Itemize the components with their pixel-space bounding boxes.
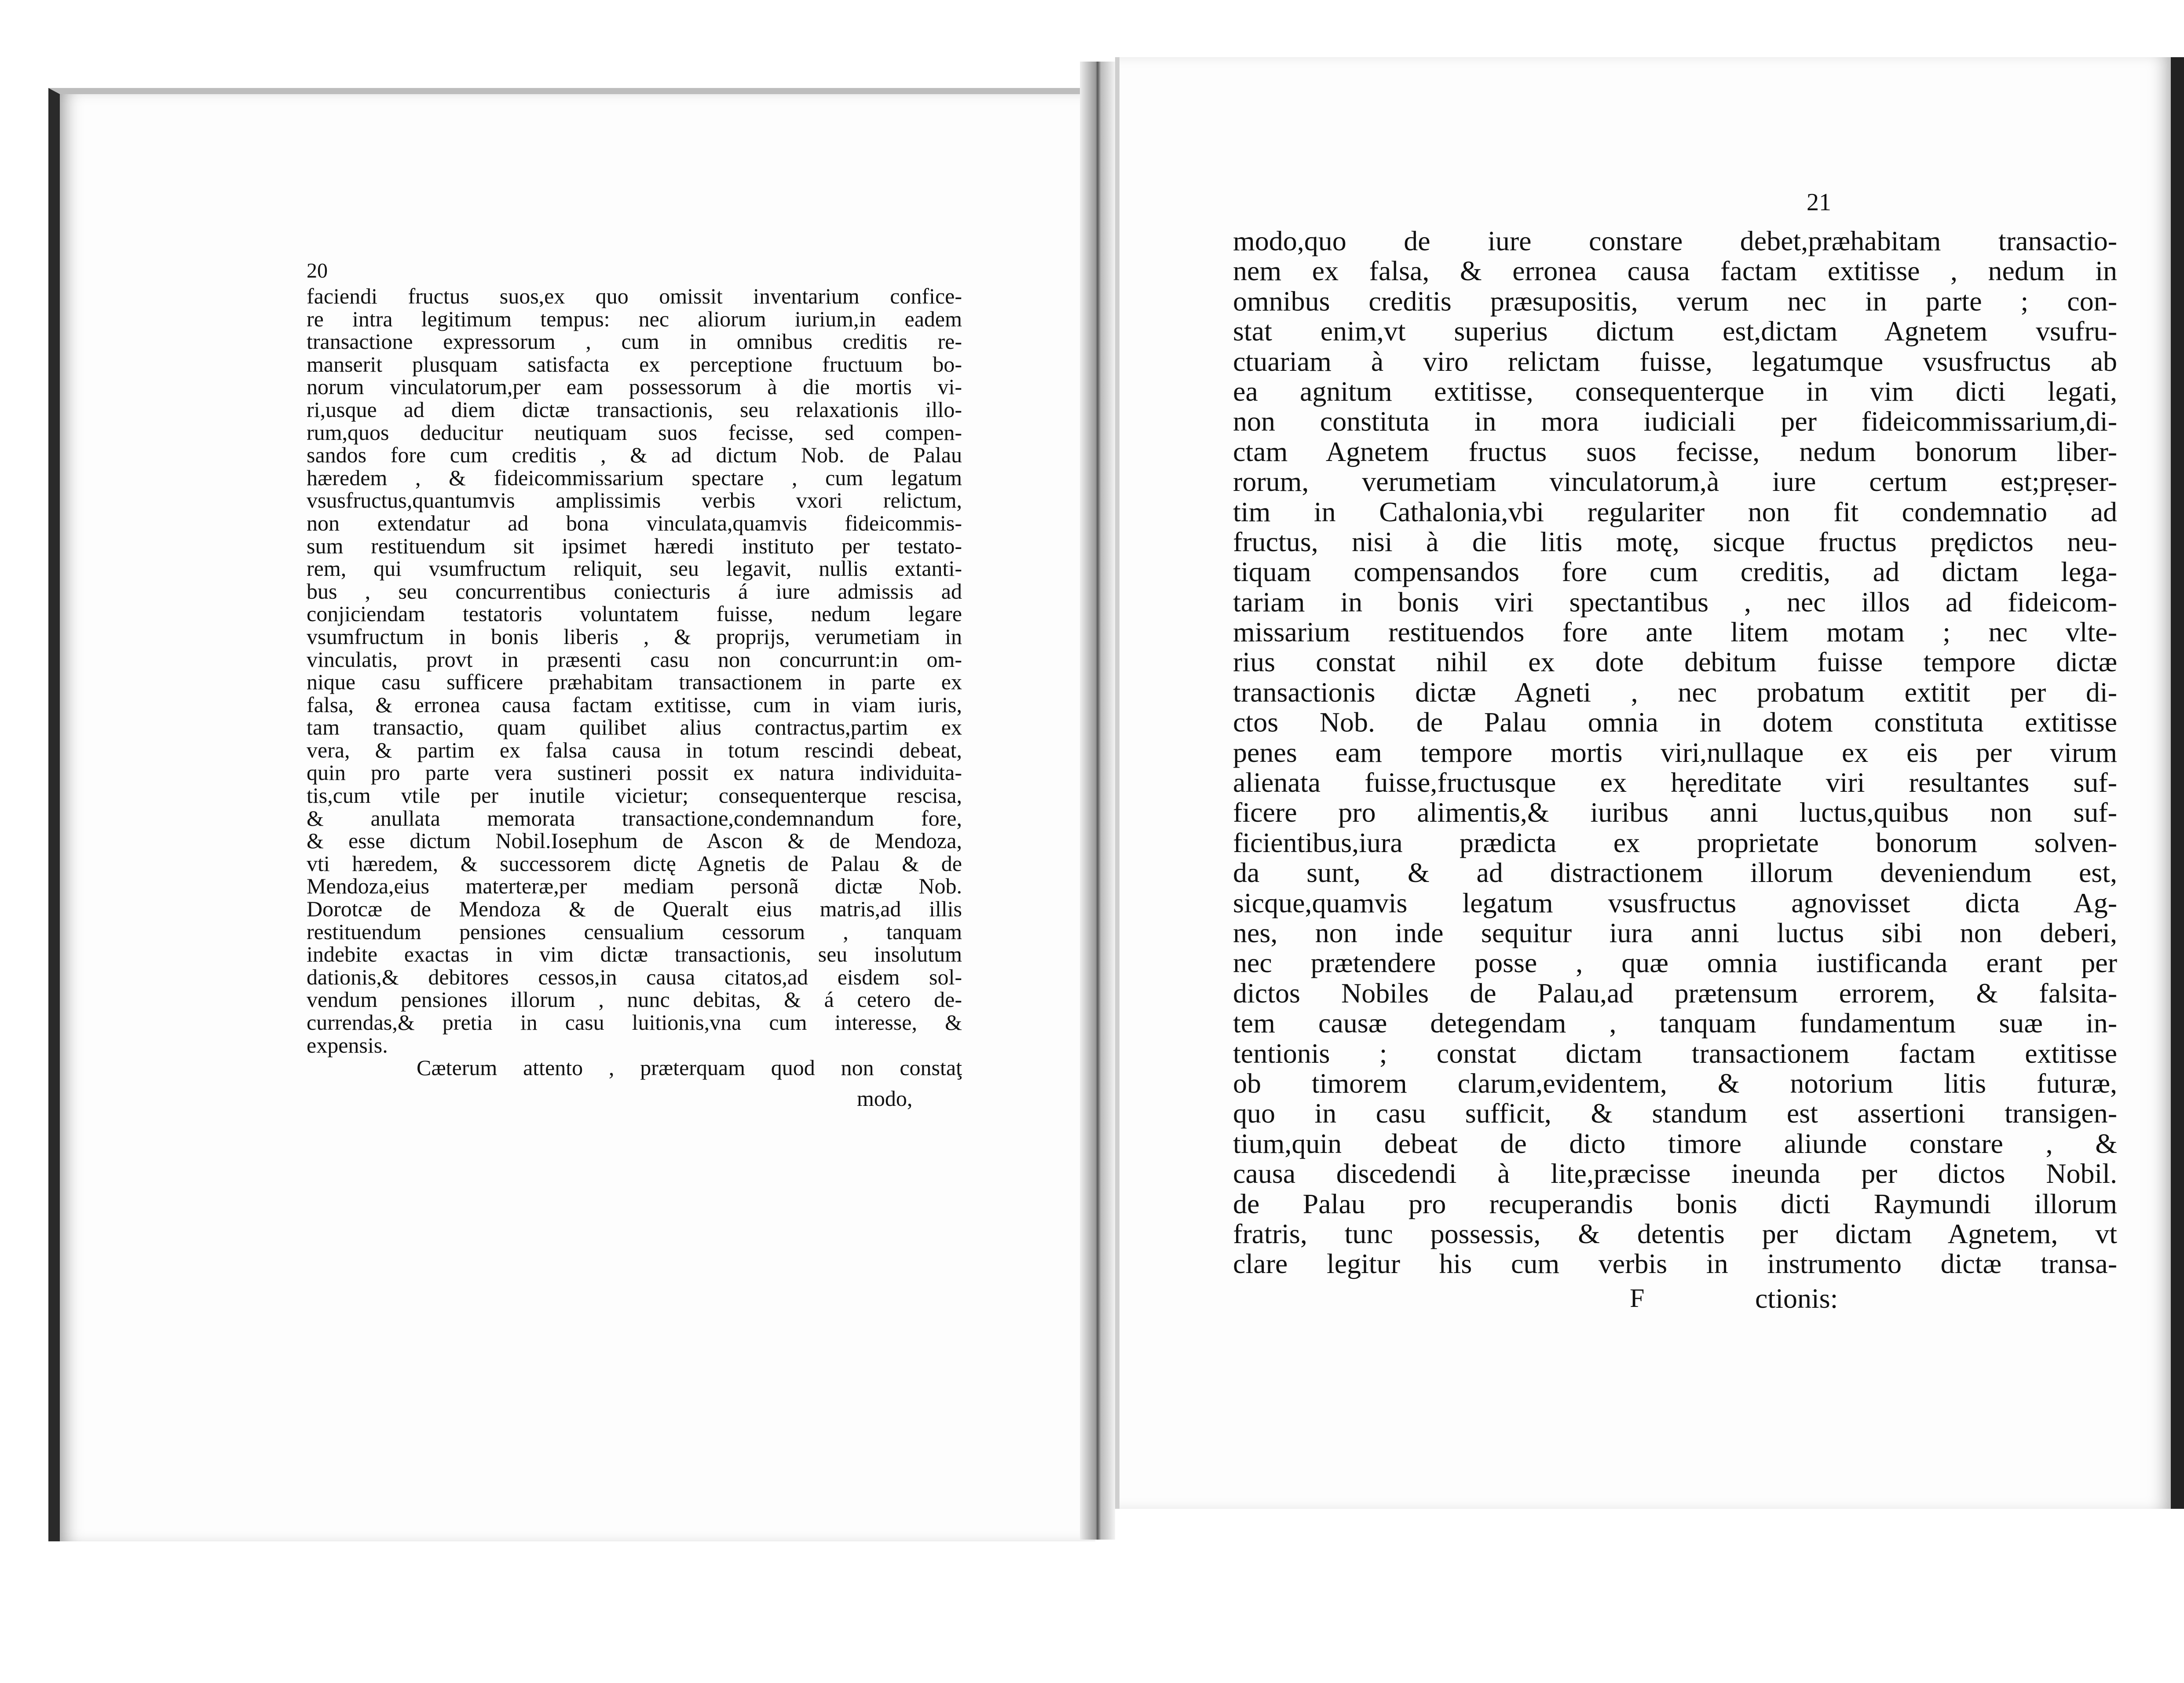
text-line: re intra legitimum tempus: nec aliorum iurium,in eadem	[307, 306, 962, 331]
text-line: clare legitur his cum verbis in instrumento dictæ transa-	[1233, 1248, 2117, 1280]
right-page-number: 21	[1807, 189, 1831, 216]
text-line: vera, & partim ex falsa causa in totum rescindi debeat,	[307, 737, 962, 762]
text-line: falsa, & erronea causa factam extitisse, cum in viam iuris,	[307, 692, 962, 717]
text-line: ficientibus,iura prædicta ex proprietate bonorum solven-	[1233, 827, 2117, 858]
text-line: sandos fore cum creditis , & ad dictum Nob. de Palau	[307, 443, 962, 468]
text-line: nes, non inde sequitur iura anni luctus sibi non deberi,	[1233, 917, 2117, 948]
text-line: causa discedendi à lite,præcisse ineunda per dictos Nobil.	[1233, 1158, 2117, 1189]
right-catchword: ctionis:	[1755, 1283, 1838, 1314]
text-line: dationis,& debitores cessos,in causa citatos,ad eisdem sol-	[307, 964, 962, 989]
text-line: ri,usque ad diem dictæ transactionis, seu relaxationis illo-	[307, 397, 962, 422]
left-page-text	[307, 285, 962, 1079]
text-line: & anullata memorata transactione,condemnandum fore,	[307, 805, 962, 831]
text-line: currendas,& pretia in casu luitionis,vna cum interesse, &	[307, 1010, 962, 1035]
text-line: ficere pro alimentis,& iuribus anni luctus,quibus non suf-	[1233, 797, 2117, 828]
text-line: tam transactio, quam quilibet alius contractus,partim ex	[307, 715, 962, 740]
text-line: rum,quos deducitur neutiquam suos fecisse, sed compen-	[307, 420, 962, 445]
text-line: nique casu sufficere præhabitam transactionem in parte ex	[307, 670, 962, 695]
text-line: vti hæredem, & successorem dictę Agnetis de Palau & de	[307, 851, 962, 876]
text-line: quo in casu sufficit, & standum est assertioni transigen-	[1233, 1098, 2117, 1129]
text-line: ctuariam à viro relictam fuisse, legatumque vsusfructus ab	[1233, 345, 2117, 377]
text-line: stat enim,vt superius dictum est,dictam Agnetem vsufru-	[1233, 315, 2117, 347]
text-line: faciendi fructus suos,ex quo omissit inventarium confice-	[307, 284, 962, 308]
text-line: norum vinculatorum,per eam possessorum à die mortis vi-	[307, 374, 962, 399]
text-line: ea agnitum extitisse, consequenterque in vim dicti legati,	[1233, 375, 2117, 407]
text-line: indebite exactas in vim dictæ transactionis, seu insolutum	[307, 942, 962, 967]
text-line: rius constat nihil ex dote debitum fuisse tempore dictæ	[1233, 646, 2117, 678]
text-line: fratris, tunc possessis, & detentis per dictam Agnetem, vt	[1233, 1218, 2117, 1249]
text-line: vsumfructum in bonis liberis , & proprijs, verumetiam in	[307, 624, 962, 649]
text-line: vsusfructus,quantumvis amplissimis verbis vxori relictum,	[307, 488, 962, 513]
text-line: missarium restituendos fore ante litem motam ; nec vlte-	[1233, 616, 2117, 648]
text-line: manserit plusquam satisfacta ex perceptione fructuum bo-	[307, 351, 962, 377]
left-catchword: modo,	[857, 1086, 913, 1111]
text-line: dictos Nobiles de Palau,ad prætensum errorem, & falsita-	[1233, 977, 2117, 1009]
signature-mark: F	[1630, 1284, 1645, 1313]
text-line: nem ex falsa, & erronea causa factam extitisse , nedum in	[1233, 255, 2117, 287]
left-page-number: 20	[307, 259, 328, 282]
text-line: alienata fuisse,fructusque ex hęreditate viri resultantes suf-	[1233, 767, 2117, 798]
text-line: tentionis ; constat dictam transactionem factam extitisse	[1233, 1037, 2117, 1069]
text-line: sicque,quamvis legatum vsusfructus agnovisset dicta Ag-	[1233, 887, 2117, 918]
text-line: Cæterum attento , præterquam quod non constaţ	[417, 1055, 962, 1080]
text-line: da sunt, & ad distractionem illorum deveniendum est,	[1233, 857, 2117, 889]
text-line: Mendoza,eius materteræ,per mediam personã dictæ Nob.	[307, 874, 962, 899]
text-line: de Palau pro recuperandis bonis dicti Raymundi illorum	[1233, 1188, 2117, 1219]
text-line: vinculatis, provt in præsenti casu non concurrunt:in om-	[307, 647, 962, 672]
text-line: hæredem , & fideicommissarium spectare , cum legatum	[307, 465, 962, 490]
text-line: tiquam compensandos fore cum creditis, ad dictam lega-	[1233, 556, 2117, 588]
text-line: fructus, nisi à die litis motę, sicque fructus prędictos neu-	[1233, 526, 2117, 557]
text-line: ob timorem clarum,evidentem, & notorium litis futuræ,	[1233, 1067, 2117, 1099]
text-line: non constituta in mora iudiciali per fideicommissarium,di-	[1233, 406, 2117, 437]
text-line: tariam in bonis viri spectantibus , nec illos ad fideicom-	[1233, 586, 2117, 618]
text-line: vendum pensiones illorum , nunc debitas, & á cetero de-	[307, 987, 962, 1012]
text-line: quin pro parte vera sustineri possit ex natura individuita-	[307, 760, 962, 785]
text-line: modo,quo de iure constare debet,præhabitam transactio-	[1233, 225, 2117, 256]
text-line: tem causæ detegendam , tanquam fundamentum suæ in-	[1233, 1007, 2117, 1039]
text-line: tim in Cathalonia,vbi regulariter non fit condemnatio ad	[1233, 496, 2117, 527]
text-line: transactionis dictæ Agneti , nec probatum extitit per di-	[1233, 676, 2117, 708]
text-line: ctos Nob. de Palau omnia in dotem constituta extitisse	[1233, 706, 2117, 738]
text-line: rorum, verumetiam vinculatorum,à iure certum est;prẹser-	[1233, 466, 2117, 498]
text-line: sum restituendum sit ipsimet hæredi instituto per testato-	[307, 533, 962, 558]
text-line: bus , seu concurrentibus coniecturis á iure admissis ad	[307, 578, 962, 604]
text-line: non extendatur ad bona vinculata,quamvis fideicommis-	[307, 510, 962, 535]
text-line: conjiciendam testatoris voluntatem fuisse, nedum legare	[307, 601, 962, 626]
text-line: tium,quin debeat de dicto timore aliunde constare , &	[1233, 1127, 2117, 1159]
book-gutter	[1080, 62, 1115, 1540]
text-line: transactione expressorum , cum in omnibus creditis re-	[307, 329, 962, 354]
text-line: rem, qui vsumfructum reliquit, seu legavit, nullis extanti-	[307, 556, 962, 581]
text-line: Dorotcæ de Mendoza & de Queralt eius matris,ad illis	[307, 896, 962, 922]
text-line: omnibus creditis præsupositis, verum nec in parte ; con-	[1233, 285, 2117, 317]
text-line: ctam Agnetem fructus suos fecisse, nedum bonorum liber-	[1233, 435, 2117, 467]
text-line: tis,cum vtile per inutile vicietur; consequenterque rescisa,	[307, 783, 962, 808]
text-line: & esse dictum Nobil.Iosephum de Ascon & de Mendoza,	[307, 828, 962, 853]
text-line: penes eam tempore mortis viri,nullaque ex eis per virum	[1233, 736, 2117, 768]
text-line: restituendum pensiones censualium cessorum , tanquam	[307, 919, 962, 944]
text-line: nec prætendere posse , quæ omnia iustificanda erant per	[1233, 947, 2117, 979]
text-line: expensis.	[307, 1032, 388, 1057]
right-page-text	[1233, 226, 2117, 1279]
